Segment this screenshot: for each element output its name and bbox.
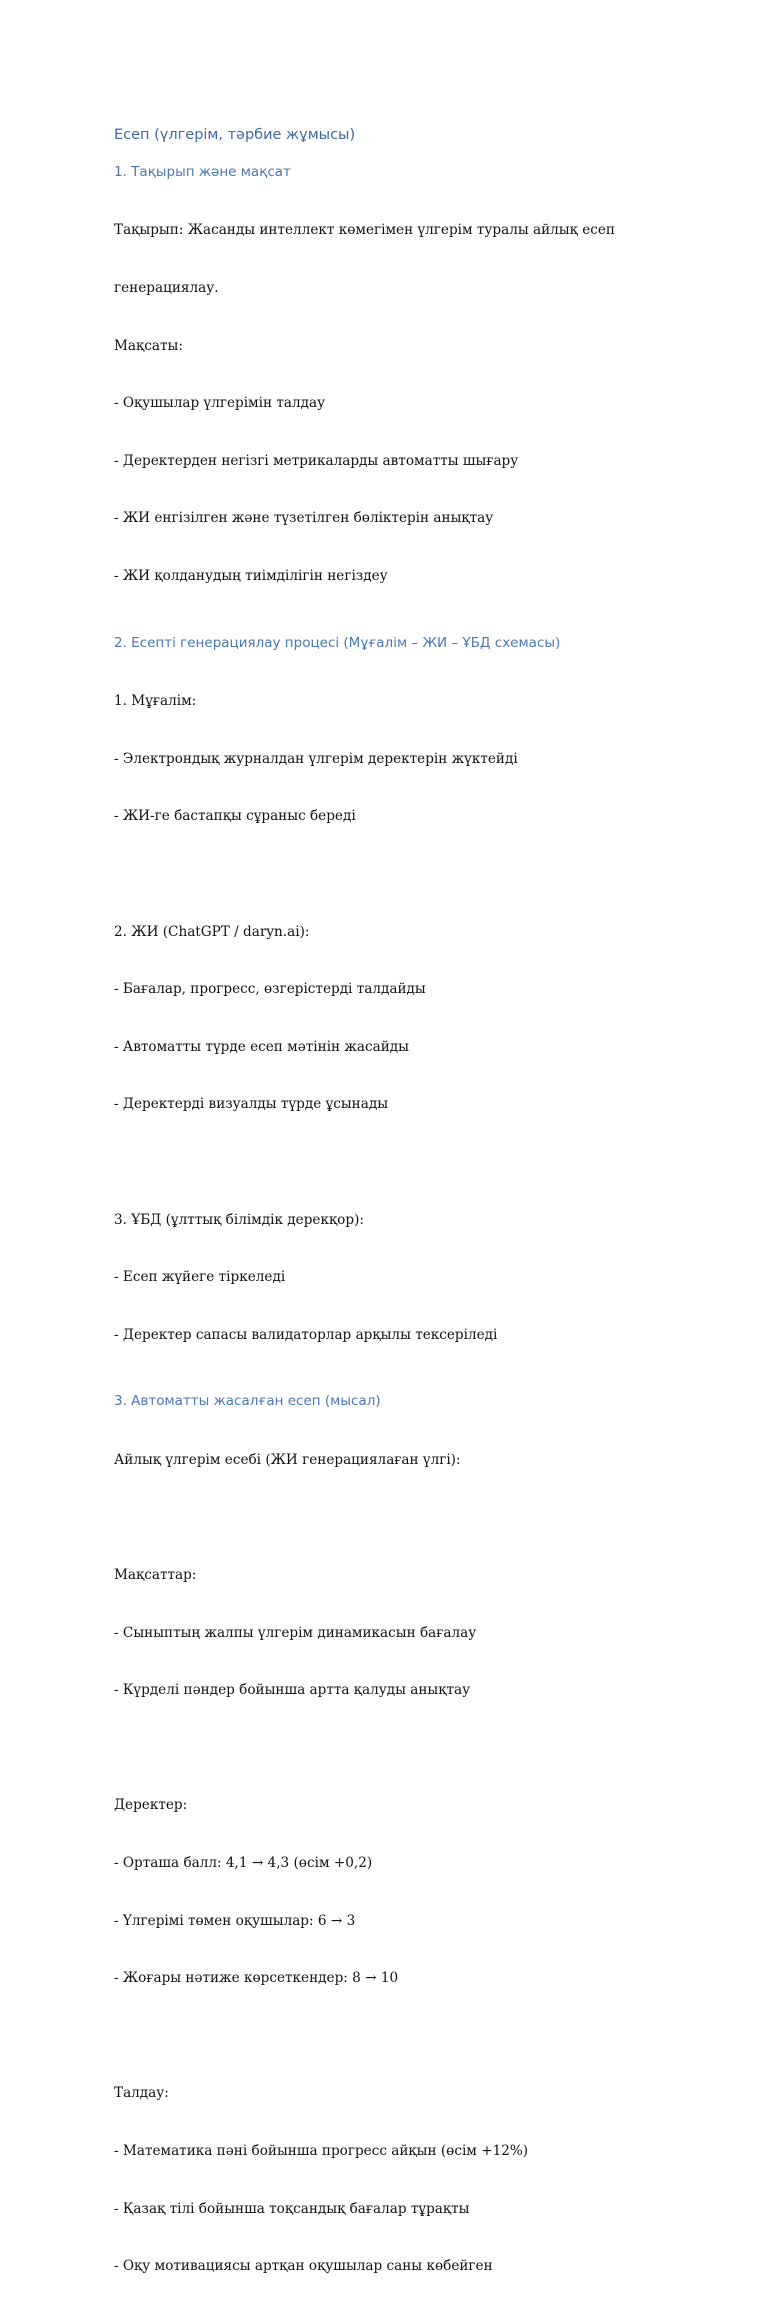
text-line: Мақсаттар:: [114, 1566, 197, 1583]
list-item: - ЖИ-ге бастапқы сұраныс береді: [114, 808, 356, 825]
list-item: - Сыныптың жалпы үлгерім динамикасын бағалау: [114, 1624, 477, 1641]
text-line: 3. ҰБД (ұлттық білімдік дерекқор):: [114, 1211, 364, 1228]
list-item: - Күрделі пәндер бойынша артта қалуды анықтау: [114, 1682, 471, 1699]
section-topic-goal: [114, 162, 734, 625]
list-item: - ЖИ енгізілген және түзетілген бөліктерін анықтау: [114, 510, 494, 527]
list-item: - Қазақ тілі бойынша тоқсандық бағалар тұрақты: [114, 2200, 470, 2217]
text-line: Талдау:: [114, 2085, 169, 2102]
text-line: генерациялау.: [114, 280, 219, 297]
section-example-report: [114, 1391, 734, 2315]
section-body: [114, 183, 734, 625]
text-line: 2. ЖИ (ChatGPT / daryn.ai):: [114, 923, 310, 940]
list-item: - Электрондық журналдан үлгерім деректерін жүктейді: [114, 750, 518, 767]
document-page: [114, 124, 734, 2323]
list-item: - Орташа балл: 4,1 → 4,3 (өсім +0,2): [114, 1855, 373, 1871]
section-body: [114, 1412, 734, 2315]
list-item: - Үлгерімі төмен оқушылар: 6 → 3: [114, 1912, 356, 1929]
section-heading: 2. Есепті генерациялау процесі (Мұғалім – ЖИ – ҰБД схемасы): [114, 634, 561, 651]
section-generation-process: [114, 633, 734, 1384]
section-heading: 1. Тақырып және мақсат: [114, 164, 291, 180]
blank-line: [114, 865, 734, 884]
list-item: - Автоматты түрде есеп мәтінін жасайды: [114, 1038, 410, 1055]
document-title: Есеп (үлгерім, тәрбие жұмысы): [114, 127, 356, 143]
list-item: - Жоғары нәтиже көрсеткендер: 8 → 10: [114, 1970, 399, 1987]
list-item: - Деректер сапасы валидаторлар арқылы тексеріледі: [114, 1326, 498, 1343]
text-line: Мақсаты:: [114, 337, 183, 354]
text-line: Деректер:: [114, 1797, 188, 1814]
blank-line: [114, 1508, 734, 1527]
list-item: - Деректерді визуалды түрде ұсынады: [114, 1096, 389, 1113]
blank-line: [114, 1153, 734, 1172]
list-item: - Математика пәні бойынша прогресс айқын (өсім +12%): [114, 2143, 529, 2160]
blank-line: [114, 1739, 734, 1758]
blank-line: [114, 2027, 734, 2046]
list-item: - Деректерден негізгі метрикаларды автоматты шығару: [114, 452, 519, 469]
section-body: [114, 654, 734, 1384]
list-item: - ЖИ қолданудың тиімділігін негіздеу: [114, 568, 388, 585]
list-item: - Бағалар, прогресс, өзгерістерді талдайды: [114, 981, 426, 998]
text-line: Тақырып: Жасанды интеллект көмегімен үлгерім туралы айлық есеп: [114, 222, 615, 239]
text-line: Айлық үлгерім есебі (ЖИ генерациялаған үлгі):: [114, 1451, 461, 1468]
list-item: - Есеп жүйеге тіркеледі: [114, 1269, 286, 1286]
text-line: 1. Мұғалім:: [114, 693, 197, 710]
list-item: - Оқу мотивациясы артқан оқушылар саны көбейген: [114, 2258, 493, 2275]
section-heading: 3. Автоматты жасалған есеп (мысал): [114, 1393, 381, 1410]
list-item: - Оқушылар үлгерімін талдау: [114, 395, 326, 412]
